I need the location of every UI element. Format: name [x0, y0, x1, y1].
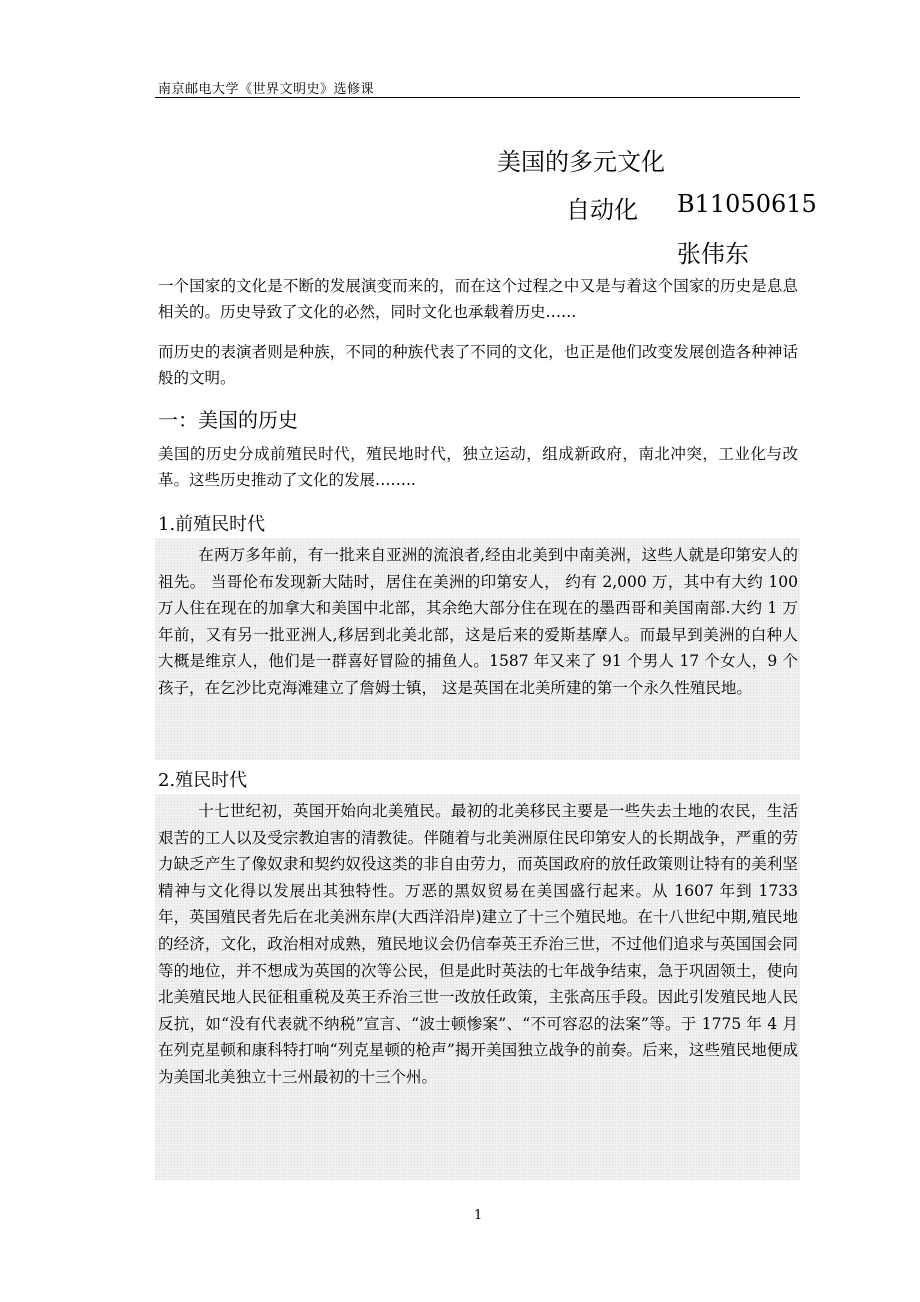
colonial-paragraph: 十七世纪初，英国开始向北美殖民。最初的北美移民主要是一些失去土地的农民，生活艰苦的工人以及受宗教迫害的清教徒。伴随着与北美洲原住民印第安人的长期战争，严重的劳力缺乏产生了像奴隶和契约奴役这类的非自由劳力，而英国政府的放任政策则让特有的美利坚精神与文化得以发展出其独特性。万恶的黑奴贸易在美国盛行起来。从 1607 年到 1733 年，英国殖民者先后在北美洲东岸(大西洋沿岸)建立了十三个殖民地。在十八世纪中期,殖民地的经济，文化，政治相对成熟，殖民地议会仍信奉英王乔治三世，不过他们追求与英国国会同等的地位，并不想成为英国的次等公民，但是此时英法的七年战争结束，急于巩固领土，使向北美殖民地人民征租重税及英王乔治三世一改放任政策，主张高压手段。因此引发殖民地人民反抗，如“没有代表就不纳税”宣言、“波士顿惨案”、“不可容忍的法案”等。于 1775 年 4 月在列克星顿和康科特打响“列克星顿的枪声”揭开美国独立战争的前奏。后来，这些殖民地便成为美国北美独立十三州最初的十三个州。	[158, 802, 798, 1086]
history-summary: 美国的历史分成前殖民时代，殖民地时代，独立运动，组成新政府，南北冲突，工业化与改革。这些历史推动了文化的发展……..	[158, 445, 798, 489]
author-name: 张伟东	[677, 240, 749, 268]
intro-paragraph-2: 而历史的表演者则是种族，不同的种族代表了不同的文化，也正是他们改变发展创造各种神话般的文明。	[158, 343, 798, 387]
header-rule	[155, 97, 800, 98]
intro-paragraph-1: 一个国家的文化是不断的发展演变而来的，而在这个过程之中又是与着这个国家的历史是息息相关的。历史导致了文化的必然，同时文化也承载着历史……	[158, 277, 798, 321]
pre-colonial-paragraph: 在两万多年前，有一批来自亚洲的流浪者,经由北美到中南美洲，这些人就是印第安人的祖先。 当哥伦布发现新大陆时，居住在美洲的印第安人， 约有 2,000 万，其中有大约 100 万人住在现在的加拿大和美国中北部，其余绝大部分住在现在的墨西哥和美国南部.大约 1 万年前，又有另一批亚洲人,移居到北美北部，这是后来的爱斯基摩人。而最早到美洲的白种人大概是维京人，他们是一群喜好冒险的捕鱼人。1587 年又来了 91 个男人 17 个女人，9 个孩子，在乞沙比克海滩建立了詹姆士镇， 这是英国在北美所建的第一个永久性殖民地。	[158, 546, 798, 697]
subheading-pre-colonial: 1.前殖民时代	[158, 514, 266, 535]
page-number: 1	[474, 1208, 483, 1223]
subheading-colonial: 2.殖民时代	[158, 770, 248, 791]
student-id: B11050615	[677, 190, 817, 218]
author-major: 自动化	[566, 196, 638, 224]
section-heading-history: 一：美国的历史	[158, 408, 298, 432]
document-title: 美国的多元文化	[497, 148, 665, 176]
running-header: 南京邮电大学《世界文明史》选修课	[158, 82, 375, 97]
